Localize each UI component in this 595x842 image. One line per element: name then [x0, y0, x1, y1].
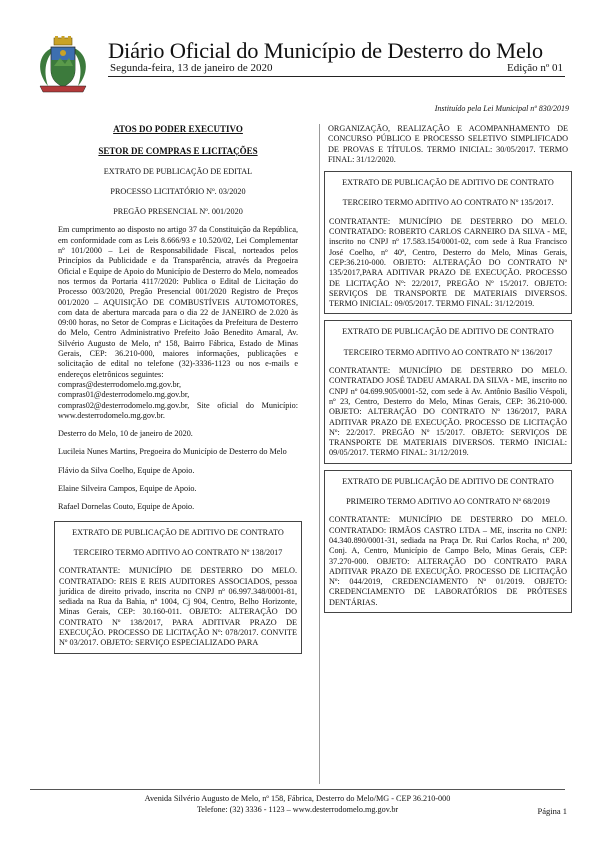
signature: Flávio da Silva Coelho, Equipe de Apoio. [58, 465, 195, 475]
amendment-title: EXTRATO DE PUBLICAÇÃO DE ADITIVO DE CONTRATO [342, 327, 554, 337]
amendment-body: CONTRATANTE: MUNICÍPIO DE DESTERRO DO MELO. CONTRATADO: ROBERTO CARLOS CARNEIRO DA SILVA - ME, inscrito no CNPJ nº 17.583.154/0001-02, com sede à Rua Francisco José Coelho, nº 40ª, Centro, Desterro do Melo, Minas Gerais, CEP:36.210-000. OBJETO: ALTERAÇÃO DO CONTRATO Nº 135/2017,PARA ADITIVAR PRAZO DE EXECUÇÃO. PROCESSO DE LICITAÇÃO Nº: 22/2017, PREGÃO Nº 15/2017. OBJETO: SERVIÇOS DE TRANSPORTE DE MATERIAIS DIVERSOS. TERMO INICIAL: 09/05/2017. TERMO FINAL: 31/12/2019. [329, 216, 567, 309]
signature: Rafael Dornelas Couto, Equipe de Apoio. [58, 502, 195, 512]
signature: Lucileia Nunes Martins, Pregoeira do Município de Desterro do Melo [58, 447, 287, 457]
amendment-title: EXTRATO DE PUBLICAÇÃO DE ADITIVO DE CONTRATO [342, 178, 554, 188]
edital-body: Em cumprimento ao disposto no artigo 37 da Constituição da República, em conformidade com as Leis 8.666/93 e 10.520/02, Lei Complementar nº 101/2000 – Lei de Responsabilidade Fiscal, norteados pelos Princípios da Publicidade e da Transparência, através da Pregoeira Oficial e Equipe de Apoio do Município de Desterro do Melo, nomeados nos termos da Portaria 4117/2020: Publica o Edital de Licitação do Processo 003/2020, Pregão Presencial 001/2020 Registro de Preços 001/2020 – AQUISIÇÃO DE COMBUSTÍVEIS AUTOMOTORES, com data de abertura marcada para o dia 22 de JANEIRO de 2.020 às 09:00 horas, no Setor de Compras e Licitações da Prefeitura de Desterro do Melo, Centro Administrativo Prefeito João Benedito Amaral, Av. Silvério Augusto de Melo, nº 158, Bairro Fábrica, Estado de Minas Gerais, CEP: 36.210-000, maiores informações, publicações e solicitação de edital no telefone (32)-3336-1123 ou nos e-mails e endereços eletrônicos seguintes: [58, 225, 298, 379]
amendment-title: EXTRATO DE PUBLICAÇÃO DE ADITIVO DE CONTRATO [72, 527, 284, 537]
email-line: compras@desterrodomelo.mg.gov.br, [58, 379, 182, 389]
footer-rule [30, 789, 565, 790]
place-date: Desterro do Melo, 10 de janeiro de 2020. [58, 429, 193, 439]
extract-heading: EXTRATO DE PUBLICAÇÃO DE EDITAL [103, 166, 253, 176]
auction-number: PREGÃO PRESENCIAL Nº. 001/2020 [113, 207, 243, 217]
amendment-box [324, 470, 572, 613]
footer [0, 793, 595, 815]
amendment-box [54, 521, 302, 654]
footer-address: Avenida Silvério Augusto de Melo, nº 158, Fábrica, Desterro do Melo/MG - CEP 36.210-000 [144, 794, 451, 803]
institution-note: Instituído pela Lei Municipal nº 830/2019 [434, 104, 569, 113]
section-title: ATOS DO PODER EXECUTIVO [113, 124, 243, 134]
email-line: compras02@desterrodomelo.mg.gov.br, Site oficial do Município: www.desterrodomelo.mg.gov.br. [58, 400, 298, 420]
amendment-subtitle: TERCEIRO TERMO ADITIVO AO CONTRATO Nº 138/2017 [73, 547, 283, 557]
amendment-subtitle: TERCEIRO TERMO ADITIVO AO CONTRATO Nº 135/2017. [342, 198, 554, 208]
continued-text: ORGANIZAÇÃO, REALIZAÇÃO E ACOMPANHAMENTO DE CONCURSO PÚBLICO E PROCESSO SELETIVO SIMPLIFICADO DE PROVAS E TÍTULOS. TERMO INICIAL: 30/05/2017. TERMO FINAL: 31/12/2020. [328, 124, 568, 164]
amendment-body: CONTRATANTE: MUNICÍPIO DE DESTERRO DO MELO. CONTRATADO JOSÉ TADEU AMARAL DA SILVA - ME, inscrito no CNPJ nº 04.699.905/0001-52, com sede à Av. Antônio Basílio Véspoli, nº 23, Centro, Desterro do Melo, Minas Gerais, CEP: 36.210-000. OBJETO: ALTERAÇÃO DO CONTRATO Nº 136/2017, PARA ADITIVAR PRAZO DE EXECUÇÃO. PROCESSO DE LICITAÇÃO Nº: 22/2017. PREGÃO Nº 15/2017. OBJETO: SERVIÇOS DE TRANSPORTE DE MATERIAIS DIVERSOS. TERMO INICIAL: 09/05/2017. TERMO FINAL: 31/12/2019. [329, 366, 567, 458]
newspaper-title: Diário Oficial do Município de Desterro do Melo [108, 38, 543, 63]
coat-of-arms-logo [30, 36, 96, 96]
amendment-body: CONTRATANTE: MUNICÍPIO DE DESTERRO DO MELO. CONTRATADO: IRMÃOS CASTRO LTDA – ME, inscrita no CNPJ: 04.340.890/0001-31, sediada na Praça Dr. Rui Carlos Rocha, nº 200, Conj. A, Centro, Município de Campo Belo, Minas Gerais, CEP: 37.270-000. OBJETO: ALTERAÇÃO DO CONTRATO PARA ADITIVAR PRAZO DE EXECUÇÃO. PROCESSO DE LICITAÇÃO Nº: 044/2019, CREDENCIAMENTO Nº 01/2019. OBJETO: CREDENCIAMENTO DE LABORATÓRIOS DE PRÓTESES DENTÁRIAS. [329, 515, 567, 607]
amendment-subtitle: PRIMEIRO TERMO ADITIVO AO CONTRATO Nº 68/2019 [346, 497, 550, 507]
column-divider [319, 124, 320, 784]
header-rule [108, 76, 565, 77]
left-column [58, 124, 298, 654]
amendment-box [324, 320, 572, 463]
signature: Elaine Silveira Campos, Equipe de Apoio. [58, 484, 197, 494]
header [30, 36, 565, 106]
issue-date: Segunda-feira, 13 de janeiro de 2020 [110, 62, 273, 74]
amendment-title: EXTRATO DE PUBLICAÇÃO DE ADITIVO DE CONTRATO [342, 476, 554, 486]
page-number: Página 1 [537, 806, 567, 816]
amendment-box [324, 171, 572, 314]
footer-contact: Telefone: (32) 3336 - 1123 – www.desterrodomelo.mg.gov.br [196, 805, 399, 814]
process-number: PROCESSO LICITATÓRIO Nº. 03/2020 [110, 186, 246, 196]
amendment-subtitle: TERCEIRO TERMO ADITIVO AO CONTRATO Nº 136/2017 [343, 347, 553, 357]
email-line: compras01@desterrodomelo.mg.gov.br, [58, 390, 190, 400]
edition-number: Edição nº 01 [507, 62, 563, 74]
subsection-title: SETOR DE COMPRAS E LICITAÇÕES [98, 146, 258, 157]
amendment-body: CONTRATANTE: MUNICÍPIO DE DESTERRO DO MELO. CONTRATADO: REIS E REIS AUDITORES ASSOCIADOS, pessoa jurídica de direito privado, inscrita no CNPJ nº 06.997.348/0001-81, sediada na Rua da Bahia, nº 1004, Cj 904, Centro, Belho Horizonte, Minas Gerais, CEP: 30.160-011. OBJETO: ALTERAÇÃO DO CONTRATO Nº 138/2017, PARA ADITIVAR PRAZO DE EXECUÇÃO. PROCESSO DE LICITAÇÃO Nº: 078/2017. CONVITE Nº 03/2017. OBJETO: SERVIÇO ESPECIALIZADO PARA [59, 566, 297, 648]
right-column [328, 124, 568, 613]
